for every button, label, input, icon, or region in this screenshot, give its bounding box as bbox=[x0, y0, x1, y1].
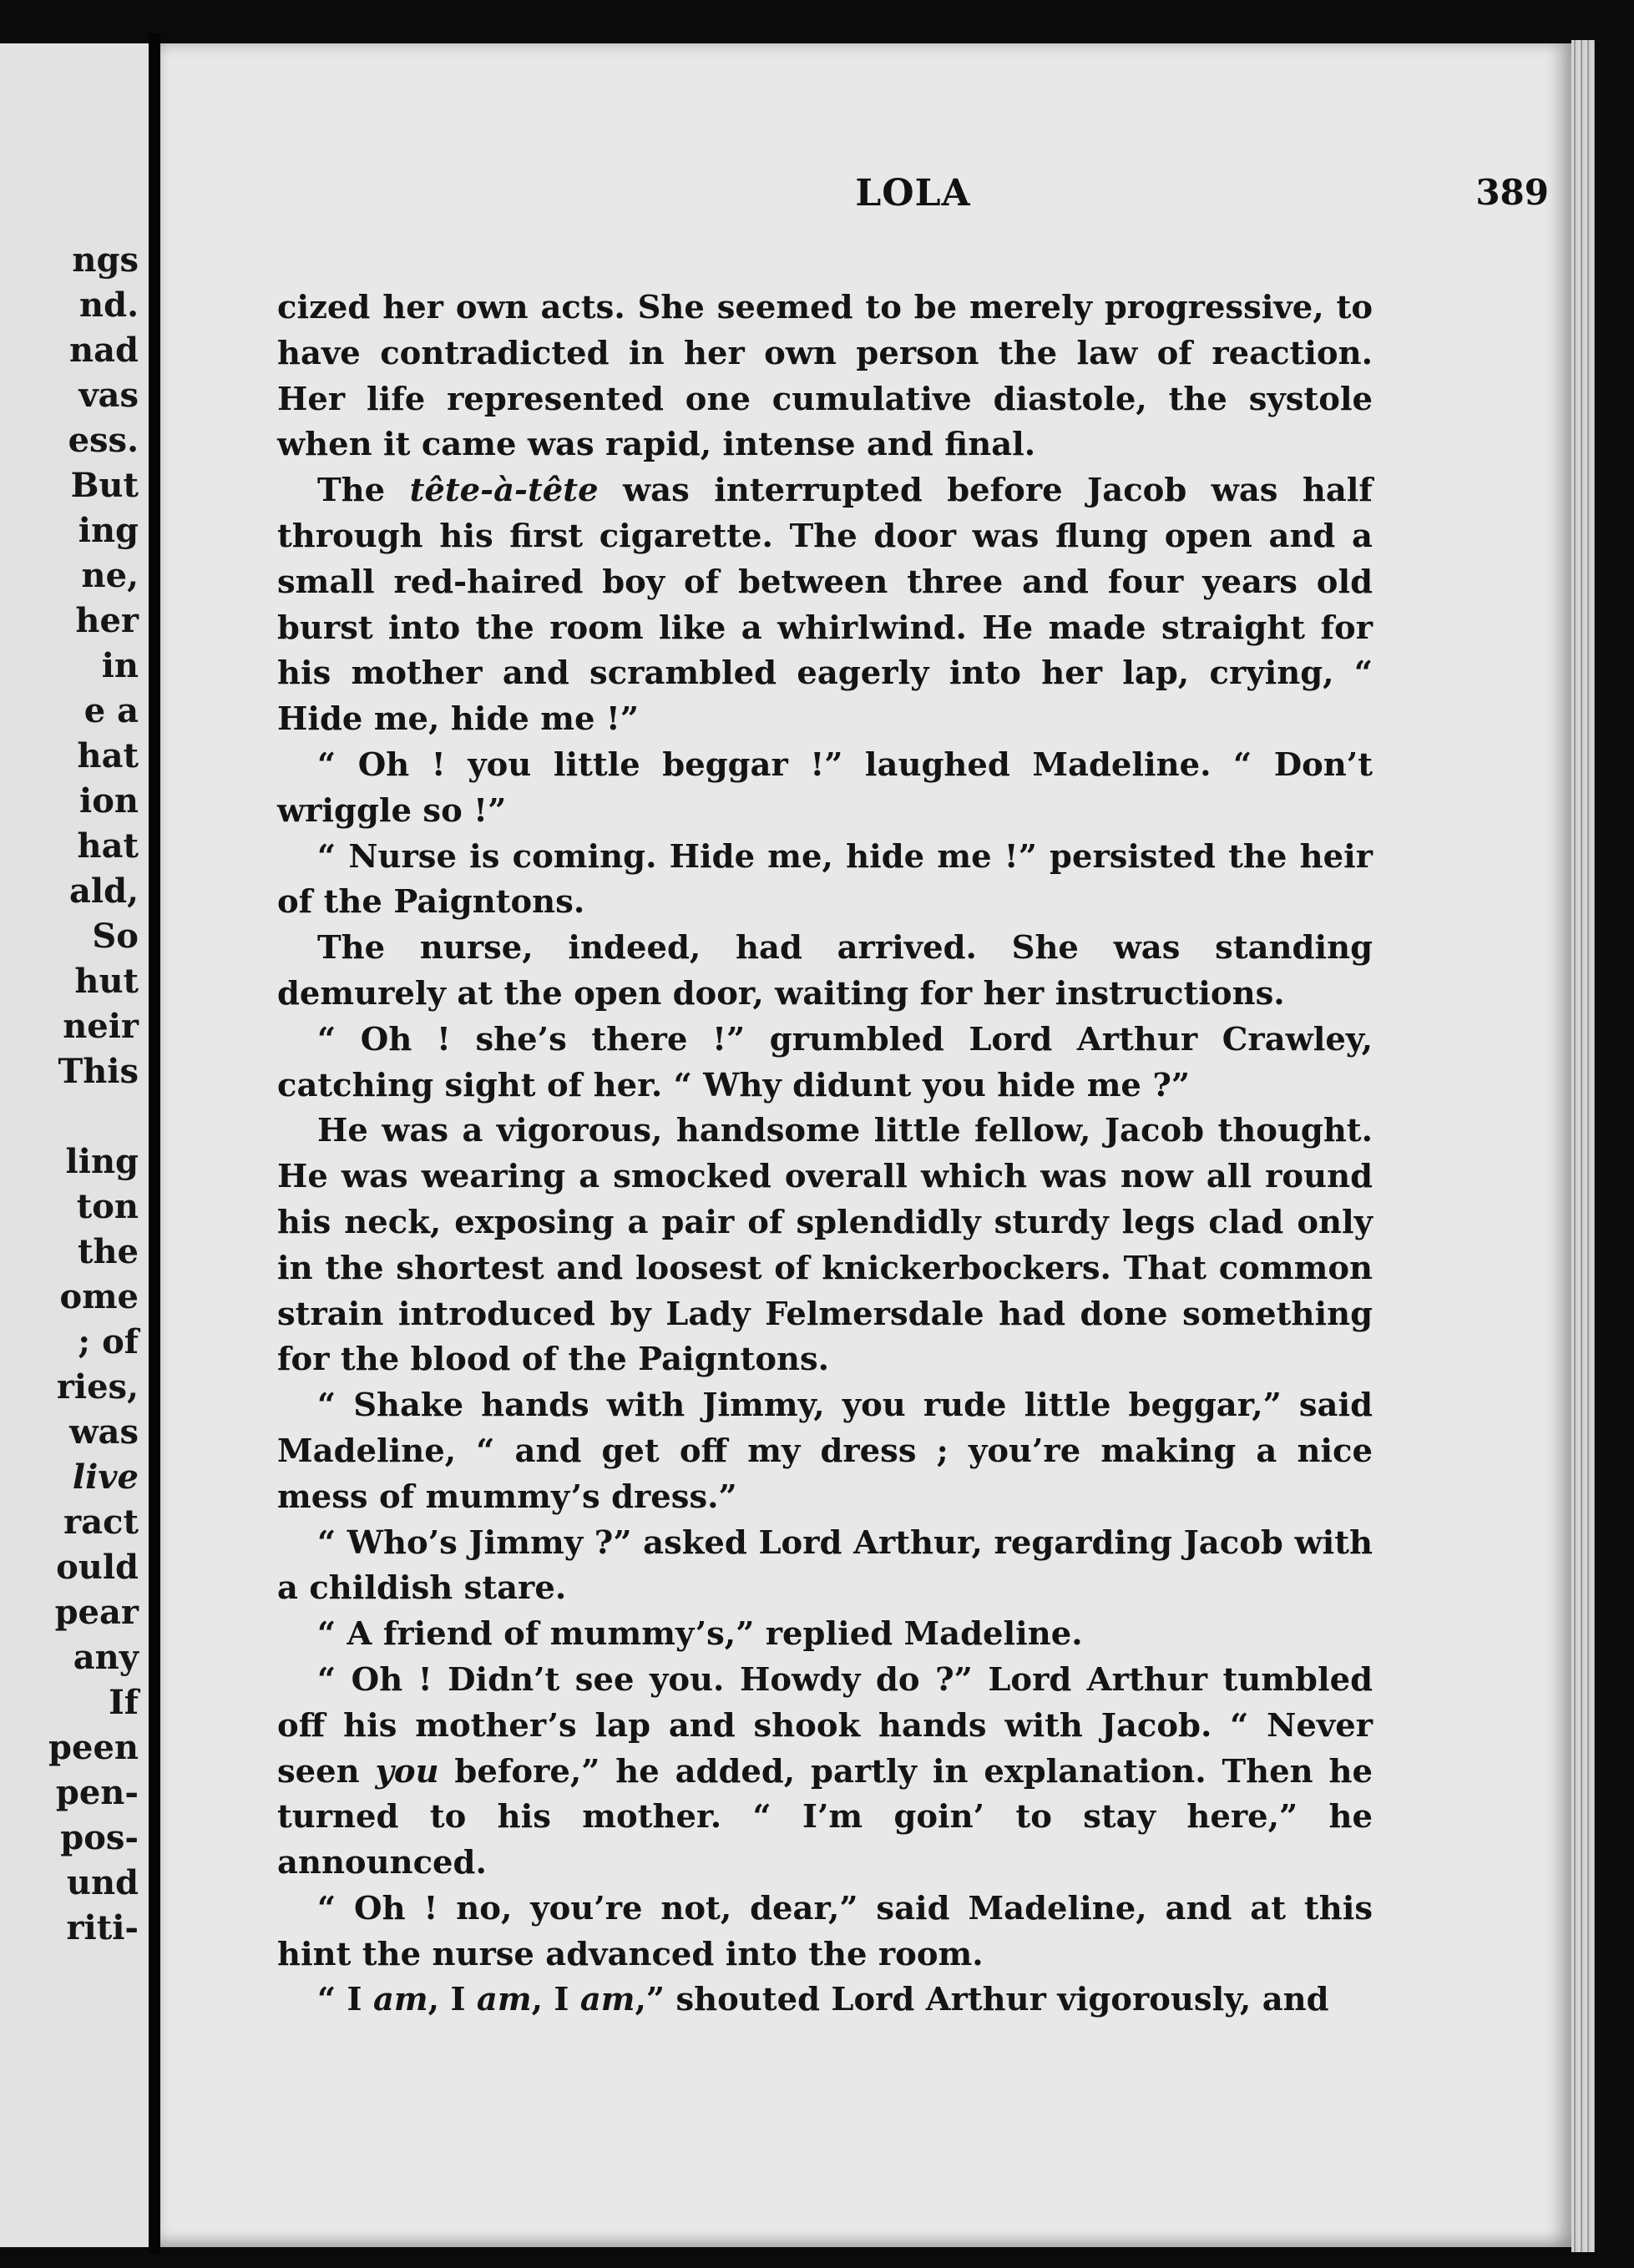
left-page-fragment: und bbox=[66, 1863, 139, 1902]
left-page-fragment: any bbox=[73, 1638, 139, 1677]
left-page-fragment: in bbox=[101, 646, 139, 685]
left-page-fragment: was bbox=[69, 1412, 139, 1452]
left-page-fragment: ald, bbox=[68, 871, 139, 911]
left-page-fragment: peen bbox=[48, 1728, 139, 1767]
page-header bbox=[277, 172, 1549, 230]
left-page-fragment: vas bbox=[78, 376, 139, 415]
left-page-fragment: ; of bbox=[78, 1322, 139, 1361]
paragraph: “ Who’s Jimmy ?” asked Lord Arthur, regarding Jacob with a childish stare. bbox=[277, 1523, 1373, 1608]
page-number: 389 bbox=[1475, 172, 1549, 213]
paragraph: “ Oh ! you little beggar !” laughed Madeline. “ Don’t wriggle so !” bbox=[277, 745, 1373, 830]
running-head: LOLA bbox=[855, 172, 971, 215]
left-page-fragment: ome bbox=[59, 1277, 139, 1316]
left-page-fragment: ract bbox=[63, 1503, 139, 1542]
paragraph: “ Shake hands with Jimmy, you rude little beggar,” said Madeline, “ and get off my dress ; you’re making a nice mess of mummy’s dress.” bbox=[277, 1387, 1373, 1516]
left-page-fragment: ton bbox=[76, 1187, 139, 1226]
left-page-fragment: But bbox=[70, 466, 139, 505]
left-page-fragment: ries, bbox=[56, 1367, 139, 1407]
paragraph: “ Nurse is coming. Hide me, hide me !” persisted the heir of the Paigntons. bbox=[277, 837, 1373, 922]
left-page-fragment: nad bbox=[69, 331, 139, 370]
book-page bbox=[160, 43, 1571, 2247]
left-page-fragment: ne, bbox=[81, 556, 139, 595]
left-page-fragment: ould bbox=[56, 1548, 139, 1587]
left-page-fragment: So bbox=[92, 917, 139, 956]
page-edges bbox=[1571, 40, 1595, 2252]
paragraph: “ Oh ! no, you’re not, dear,” said Madeline, and at this hint the nurse advanced into the room. bbox=[277, 1889, 1373, 1973]
book-gutter bbox=[149, 33, 160, 2254]
left-page-fragment: If bbox=[109, 1683, 139, 1722]
left-page-fragment: her bbox=[75, 601, 139, 640]
left-page-fragment: pen- bbox=[55, 1773, 139, 1812]
left-page-fragment: pear bbox=[54, 1593, 139, 1632]
left-page-fragment: ing bbox=[78, 511, 139, 550]
left-page-fragment: hut bbox=[74, 962, 139, 1001]
paragraph: He was a vigorous, handsome little fellow, Jacob thought. He was wearing a smocked overall which was now all round his neck, exposing a pair of splendidly sturdy legs clad only in the shortest and loosest of knickerbockers. That common strain introduced by Lady Felmersdale had done something for the blood of the Paigntons. bbox=[277, 1112, 1373, 1379]
left-page-fragment: hat bbox=[77, 736, 139, 775]
left-page-fragment: hat bbox=[77, 826, 139, 866]
paragraph: The tête-à-tête was interrupted before Jacob was half through his first cigarette. The door was flung open and a small red-haired boy of between three and four years old burst into the room like a whirlwind. He made straight for his mother and scrambled eagerly into her lap, crying, “ Hide me, hide me !” bbox=[277, 472, 1373, 739]
left-page-fragment: neir bbox=[63, 1007, 139, 1046]
paragraph: The nurse, indeed, had arrived. She was standing demurely at the open door, waiting for her instructions. bbox=[277, 929, 1373, 1013]
left-page-fragment: This bbox=[58, 1052, 139, 1091]
paragraph: “ Oh ! Didn’t see you. Howdy do ?” Lord Arthur tumbled off his mother’s lap and shook hands with Jacob. “ Never seen you before,” he added, partly in explanation. Then he turned to his mother. “ I’m goin’ to stay here,” he announced. bbox=[277, 1660, 1373, 1882]
left-page-fragment: pos- bbox=[60, 1818, 139, 1857]
left-page-fragment: ling bbox=[65, 1142, 139, 1181]
paragraph: cized her own acts. She seemed to be merely progressive, to have contradicted in her own person the law of reaction. Her life represented one cumulative diastole, the systole when it came was rapid, intense and final. bbox=[277, 289, 1373, 464]
paragraph: “ A friend of mummy’s,” replied Madeline. bbox=[317, 1615, 1083, 1654]
left-page-fragment: ion bbox=[79, 781, 139, 821]
left-page-fragment: riti- bbox=[66, 1908, 139, 1947]
paragraph: “ I am, I am, I am,” shouted Lord Arthur vigorously, and bbox=[317, 1981, 1329, 2019]
body-text bbox=[277, 285, 1373, 2023]
left-page-fragment: ngs bbox=[72, 240, 139, 280]
left-page-fragment: e a bbox=[83, 691, 139, 730]
left-page-fragment: nd. bbox=[79, 285, 139, 325]
left-page-fragment: the bbox=[77, 1232, 139, 1271]
paragraph: “ Oh ! she’s there !” grumbled Lord Arthur Crawley, catching sight of her. “ Why didunt you hide me ?” bbox=[277, 1020, 1373, 1104]
left-page-fragment: ess. bbox=[68, 421, 139, 460]
previous-page-sliver bbox=[0, 43, 149, 2247]
left-page-fragment: live bbox=[72, 1457, 139, 1497]
